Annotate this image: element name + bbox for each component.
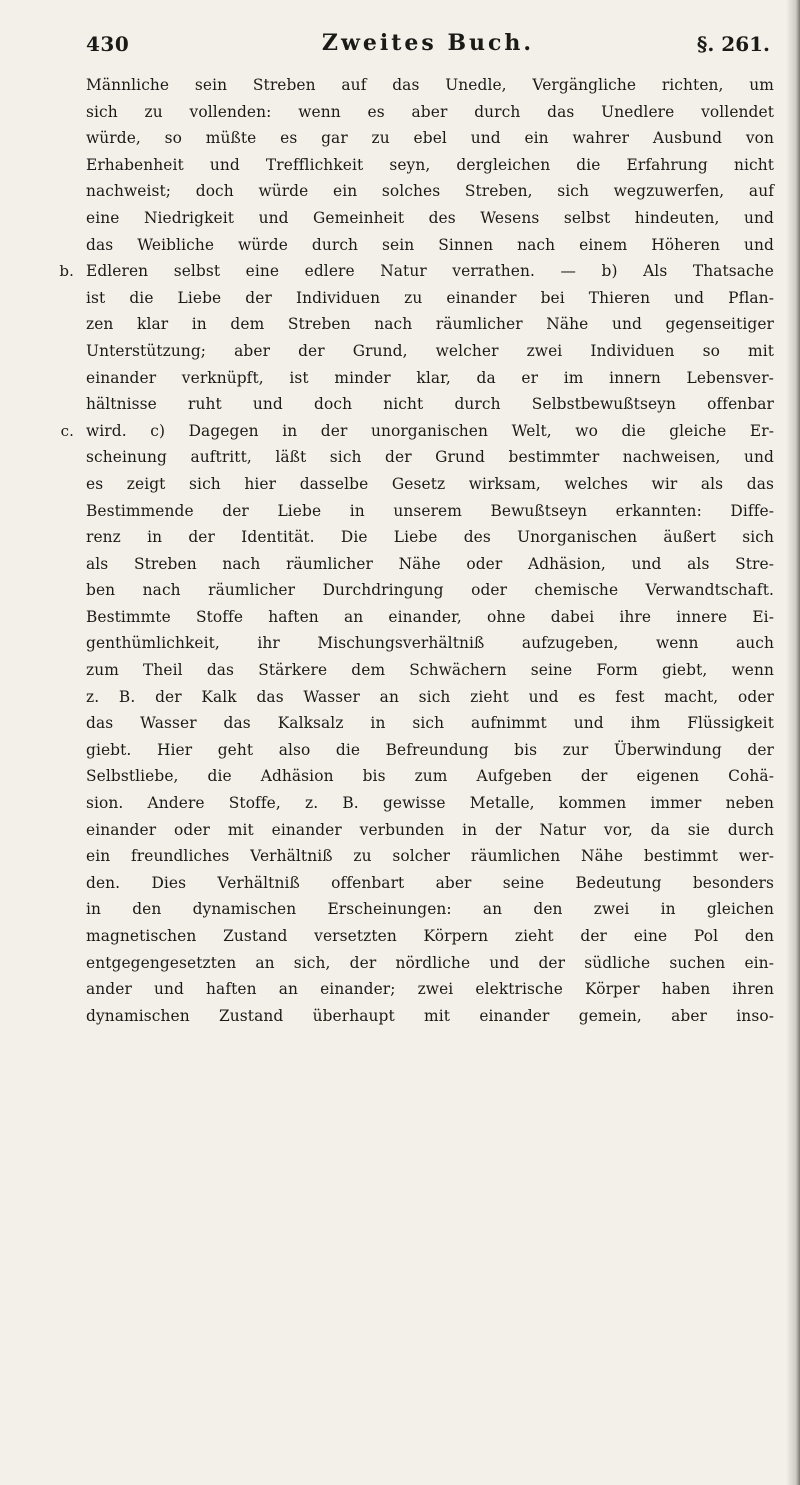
line-text: renz in der Identität. Die Liebe des Unorganischen äußert sich: [86, 528, 774, 547]
line-text: giebt. Hier geht also die Befreundung bis zur Überwindung der: [86, 740, 774, 759]
text-line: [86, 311, 774, 338]
body-text: [59, 72, 774, 1029]
margin-marker: c.: [60, 421, 74, 440]
line-text: einander oder mit einander verbunden in der Natur vor, da sie durch: [86, 820, 774, 839]
text-line: [86, 232, 774, 259]
line-text: nachweist; doch würde ein solches Streben, sich wegzuwerfen, auf: [86, 182, 774, 201]
line-text: Bestimmte Stoffe haften an einander, ohne dabei ihre innere Ei-: [86, 607, 774, 626]
text-line: [86, 710, 774, 737]
line-text: Bestimmende der Liebe in unserem Bewußtseyn erkannten: Diffe-: [86, 501, 774, 520]
text-line: [86, 444, 774, 471]
running-title: Zweites Buch.: [321, 30, 535, 56]
line-text: sion. Andere Stoffe, z. B. gewisse Metalle, kommen immer neben: [86, 794, 774, 813]
line-text: einander verknüpft, ist minder klar, da er im innern Lebensver-: [86, 368, 774, 387]
text-line: [86, 950, 774, 977]
line-text: eine Niedrigkeit und Gemeinheit des Wesens selbst hindeuten, und: [86, 208, 774, 227]
text-line: [86, 152, 774, 179]
text-line: [86, 498, 774, 525]
running-header: [86, 28, 770, 62]
text-line: [86, 471, 774, 498]
text-line: [86, 205, 774, 232]
line-text: wird. c) Dagegen in der unorganischen Welt, wo die gleiche Er-: [86, 421, 774, 440]
line-text: ein freundliches Verhältniß zu solcher räumlichen Nähe bestimmt wer-: [86, 847, 774, 866]
text-line: [86, 923, 774, 950]
line-text: ander und haften an einander; zwei elektrische Körper haben ihren: [86, 980, 774, 999]
line-text: zum Theil das Stärkere dem Schwächern seine Form giebt, wenn: [86, 661, 774, 680]
text-line: [86, 178, 774, 205]
text-line: [86, 870, 774, 897]
text-line: [86, 684, 774, 711]
line-text: magnetischen Zustand versetzten Körpern zieht der eine Pol den: [86, 927, 774, 945]
text-line: [86, 72, 774, 99]
text-line: [86, 790, 774, 817]
text-line: [59, 258, 774, 285]
line-text: das Weibliche würde durch sein Sinnen nach einem Höheren und: [86, 235, 774, 254]
page-number: 430: [86, 32, 130, 56]
text-line: [86, 524, 774, 551]
text-line: [86, 577, 774, 604]
text-line: [86, 125, 774, 152]
line-text: z. B. der Kalk das Wasser an sich zieht und es fest macht, oder: [86, 687, 774, 706]
text-line: [86, 976, 774, 1003]
text-line: [86, 1003, 774, 1030]
text-line: [86, 551, 774, 578]
text-line: [86, 338, 774, 365]
section-number: §. 261.: [696, 32, 770, 56]
text-line: [86, 391, 774, 418]
line-text: genthümlichkeit, ihr Mischungsverhältniß aufzugeben, wenn auch: [86, 634, 774, 653]
text-line: [86, 843, 774, 870]
line-text: Unterstützung; aber der Grund, welcher zwei Individuen so mit: [86, 341, 774, 360]
text-line: [86, 285, 774, 312]
text-line: [86, 99, 774, 126]
margin-marker: b.: [59, 262, 74, 281]
line-text: Erhabenheit und Trefflichkeit seyn, dergleichen die Erfahrung nicht: [86, 155, 774, 174]
text-line: [86, 817, 774, 844]
line-text: Selbstliebe, die Adhäsion bis zum Aufgeben der eigenen Cohä-: [86, 767, 774, 786]
line-text: ist die Liebe der Individuen zu einander bei Thieren und Pflan-: [86, 288, 774, 307]
line-text: den. Dies Verhältniß offenbart aber seine Bedeutung besonders: [86, 873, 774, 892]
text-line: [86, 365, 774, 392]
line-text: das Wasser das Kalksalz in sich aufnimmt und ihm Flüssigkeit: [86, 714, 774, 733]
text-line: [86, 604, 774, 631]
line-text: als Streben nach räumlicher Nähe oder Adhäsion, und als Stre-: [86, 554, 774, 573]
text-line: [86, 763, 774, 790]
text-line: [86, 737, 774, 764]
text-line: [86, 657, 774, 684]
line-text: es zeigt sich hier dasselbe Gesetz wirksam, welches wir als das: [86, 474, 774, 493]
line-text: ben nach räumlicher Durchdringung oder chemische Verwandtschaft.: [86, 581, 774, 600]
line-text: scheinung auftritt, läßt sich der Grund bestimmter nachweisen, und: [86, 448, 774, 467]
line-text: würde, so müßte es gar zu ebel und ein wahrer Ausbund von: [86, 129, 774, 148]
text-line: [60, 418, 774, 445]
line-text: dynamischen Zustand überhaupt mit einander gemein, aber inso-: [86, 1006, 774, 1025]
line-text: Edleren selbst eine edlere Natur verrathen. — b) Als Thatsache: [86, 262, 774, 281]
page-edge-shadow: [786, 0, 800, 1485]
line-text: hältnisse ruht und doch nicht durch Selbstbewußtseyn offenbar: [86, 395, 774, 414]
line-text: in den dynamischen Erscheinungen: an den zwei in gleichen: [86, 900, 774, 919]
text-line: [86, 630, 774, 657]
line-text: zen klar in dem Streben nach räumlicher Nähe und gegenseitiger: [86, 315, 774, 334]
text-line: [86, 896, 774, 923]
line-text: entgegengesetzten an sich, der nördliche und der südliche suchen ein-: [86, 953, 774, 972]
line-text: sich zu vollenden: wenn es aber durch das Unedlere vollendet: [86, 102, 774, 121]
line-text: Männliche sein Streben auf das Unedle, Vergängliche richten, um: [86, 76, 774, 94]
